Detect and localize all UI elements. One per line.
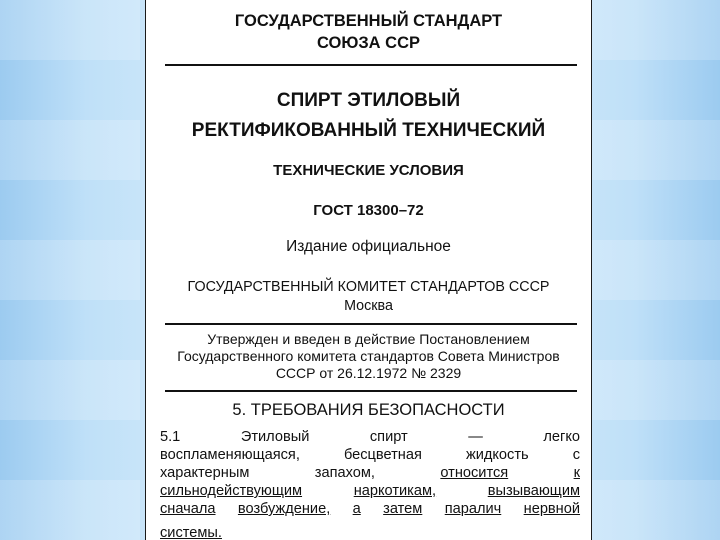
body-line: воспламеняющаяся, бесцветная жидкость с [160, 447, 580, 463]
body-line: системы. [160, 525, 222, 540]
body-line: сильнодействующим наркотикам, вызывающим [160, 483, 580, 499]
approval-line-1: Утвержден и введен в действие Постановлением [207, 331, 530, 347]
body-line: сначала возбуждение, а затем паралич нервной [160, 501, 581, 517]
header-line-2: СОЮЗА ССР [316, 34, 421, 52]
divider [165, 64, 577, 66]
background-left [0, 0, 140, 540]
body-line: 5.1 Этиловый спирт — легко [160, 429, 580, 445]
committee-line-1: ГОСУДАРСТВЕННЫЙ КОМИТЕТ СТАНДАРТОВ СССР [187, 279, 550, 295]
title-line-1: СПИРТ ЭТИЛОВЫЙ [276, 90, 461, 111]
edition-note: Издание официальное [286, 238, 451, 255]
background-right [580, 0, 720, 540]
divider [165, 390, 577, 392]
approval-line-3: СССР от 26.12.1972 № 2329 [275, 365, 462, 381]
body-line: характерным запахом, относится к [160, 465, 580, 481]
divider [165, 323, 577, 325]
committee-line-2: Москва [344, 298, 393, 314]
section-heading: 5. ТРЕБОВАНИЯ БЕЗОПАСНОСТИ [232, 401, 505, 419]
approval-line-2: Государственного комитета стандартов Совета Министров [177, 348, 560, 364]
gost-number: ГОСТ 18300–72 [313, 202, 424, 219]
document-page [145, 0, 592, 540]
document-subtitle: ТЕХНИЧЕСКИЕ УСЛОВИЯ [273, 162, 464, 179]
title-line-2: РЕКТИФИКОВАННЫЙ ТЕХНИЧЕСКИЙ [191, 120, 546, 141]
header-line-1: ГОСУДАРСТВЕННЫЙ СТАНДАРТ [234, 12, 503, 30]
